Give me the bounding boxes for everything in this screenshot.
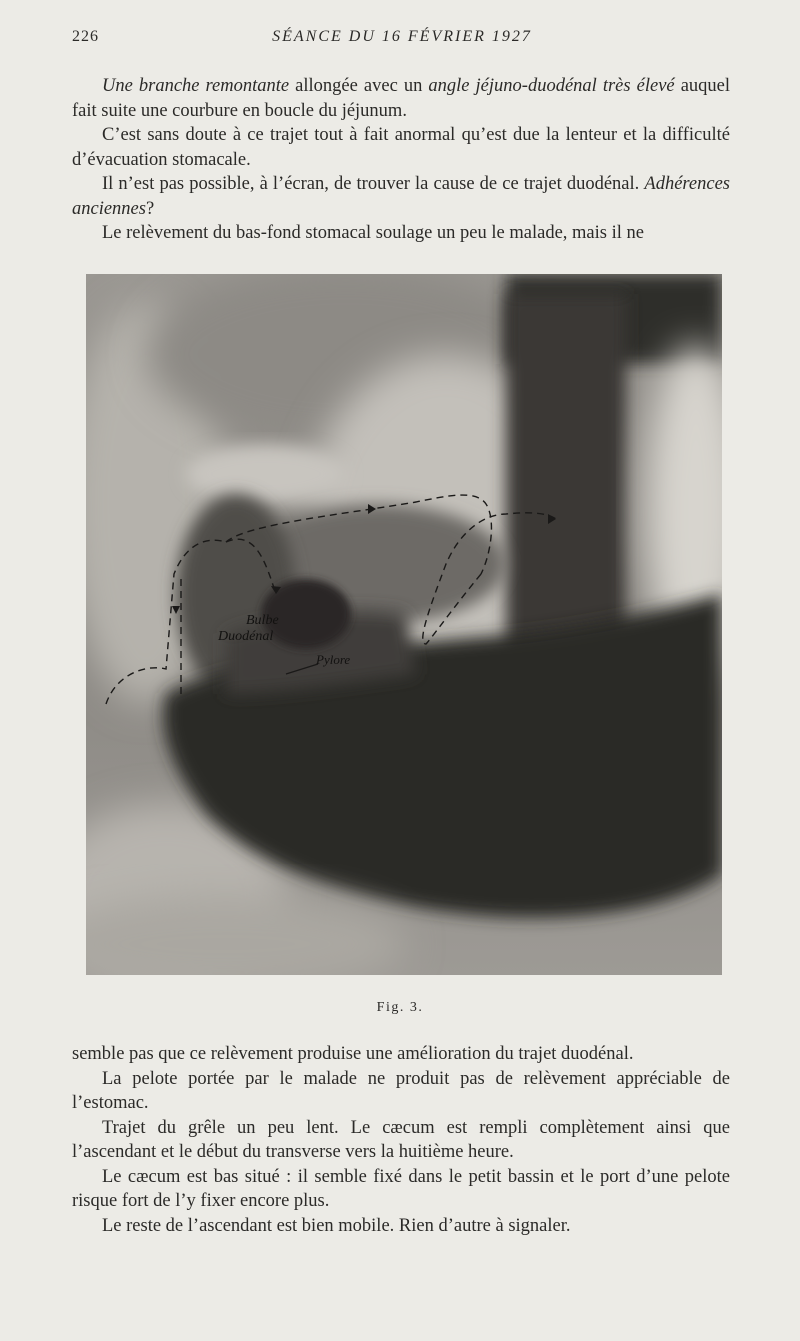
radiograph-figure [86, 274, 722, 975]
page-header [72, 28, 732, 52]
italic-phrase: angle jéjuno-duodénal très élevé [428, 76, 675, 96]
radiograph-image [86, 274, 722, 975]
label-duodenal: Duodénal [218, 629, 274, 644]
running-title: SÉANCE DU 16 FÉVRIER 1927 [272, 28, 532, 45]
text-span: auquel fait suite une courbure en boucle du jéjunum. [72, 76, 731, 121]
text-span: ? [145, 198, 155, 219]
paragraph-1 [72, 74, 730, 123]
paragraph-3 [72, 172, 730, 221]
italic-phrase: Une branche remontante [102, 76, 290, 96]
label-bulbe: Bulbe [246, 613, 279, 628]
paragraph-2: C’est sans doute à ce trajet tout à fait anormal qu’est due la lenteur et la difficulté d’évacuation stomacale. [72, 125, 730, 170]
paragraph-5: semble pas que ce relèvement produise une amélioration du trajet duodénal. [72, 1044, 634, 1064]
paragraph-6: La pelote portée par le malade ne produit pas de relèvement appréciable de l’estomac. [72, 1068, 730, 1113]
page-number: 226 [72, 28, 99, 45]
paragraph-8: Le cæcum est bas situé : il semble fixé dans le petit bassin et le port d’une pelote risque fort de l’y fixer encore plus. [72, 1166, 730, 1211]
text-span: Il n’est pas possible, à l’écran, de trouver la cause de ce trajet duodénal. [102, 174, 645, 194]
italic-phrase: Adhérences anciennes [72, 174, 730, 219]
paragraph-7: Trajet du grêle un peu lent. Le cæcum est rempli complètement ainsi que l’ascendant et le début du transverse vers la huitième heure. [72, 1117, 730, 1162]
paragraph-4: Le relèvement du bas-fond stomacal soulage un peu le malade, mais il ne [102, 223, 644, 243]
figure-caption: Fig. 3. [376, 1000, 424, 1015]
top-text-block [72, 74, 730, 246]
bottom-text-block [72, 1042, 730, 1238]
paragraph-9: Le reste de l’ascendant est bien mobile. Rien d’autre à signaler. [102, 1215, 571, 1236]
label-pylore: Pylore [316, 652, 351, 667]
text-span: allongée avec un [289, 76, 429, 96]
